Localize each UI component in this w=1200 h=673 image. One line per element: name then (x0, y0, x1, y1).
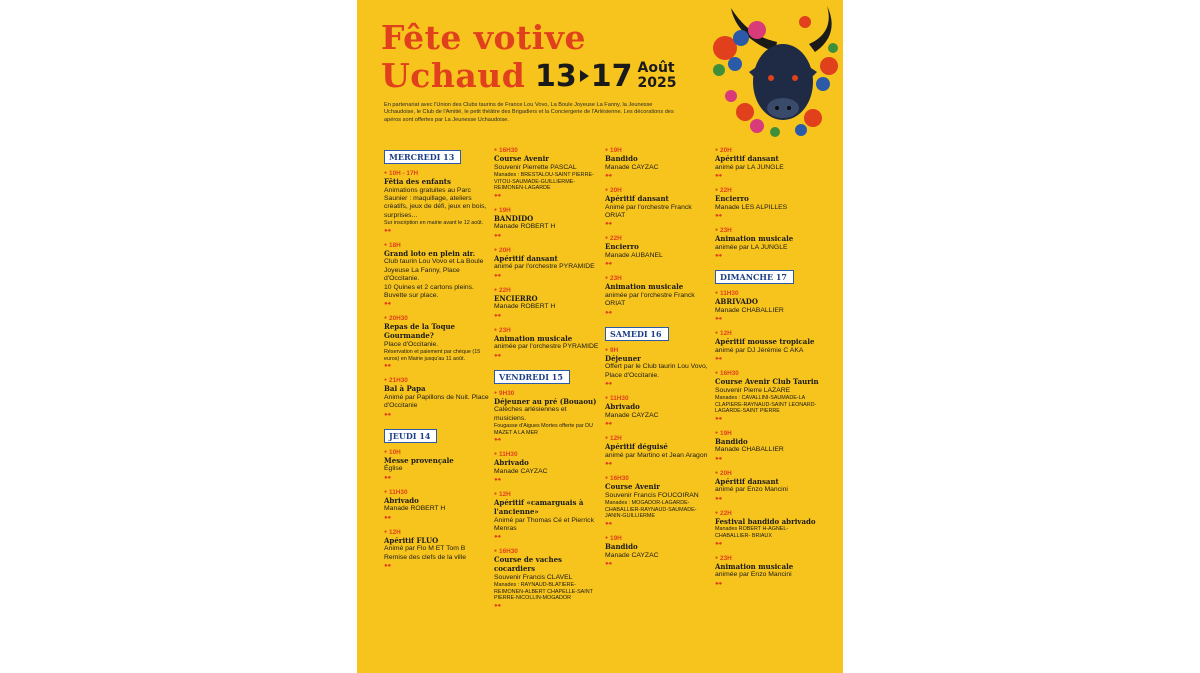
event-name: Encierro (605, 242, 639, 252)
event-description: Animé par Flo M ET Tom B Remise des clefs de la ville (384, 545, 466, 561)
partners-intro: En partenariat avec l'Union des Clubs taurins de France Lou Vovo, La Boule Joyeuse La Fanny, la Jeunesse Uchaudoise, le Club de l'Amitié, le petit théâtre des Brigadiers et la Conciergerie de l'Arlésienne. Les décorations des apéros sont offertes par La Jeunesse Uchaudoise. (384, 102, 674, 123)
event-time: ● 11H30 (715, 289, 821, 298)
event-name: Animation musicale (605, 282, 684, 292)
event-description: animée par l'orchestre Franck ORIAT (605, 292, 695, 308)
event-note: Manades : MOGADOR-LAGARDE-CHABALLIER-RAYNAUD-SAUMADE-JANIN-GUILLIERME (605, 500, 697, 520)
event-time: ● 16H30 (494, 547, 600, 556)
schedule-event (384, 169, 490, 236)
event-name: Animation musicale (494, 333, 573, 343)
event-divider: ●-● (384, 227, 391, 234)
event-divider: ●-● (605, 561, 612, 567)
schedule-event (384, 241, 490, 310)
event-divider: ●-● (605, 421, 612, 428)
event-time: ● 18H (384, 241, 490, 250)
schedule-column-3 (605, 146, 711, 574)
event-time: ● 12H (605, 434, 711, 443)
event-description: Manade CAYZAC (494, 467, 548, 475)
schedule-column-1 (384, 146, 490, 576)
schedule-column-4 (715, 146, 821, 594)
event-divider: ●-● (384, 474, 391, 481)
schedule-event (605, 394, 711, 429)
schedule-event (715, 289, 821, 324)
schedule-event (605, 434, 711, 469)
schedule-event (715, 429, 821, 464)
schedule-event (605, 186, 711, 229)
event-time: ● 9H30 (494, 389, 600, 398)
year: 2025 (637, 75, 677, 91)
event-description: Calèches arlésiennes et musiciens. (494, 406, 567, 422)
event-name: Bandido (605, 154, 638, 163)
schedule-event (384, 528, 490, 571)
event-time: ● 10H (384, 448, 490, 457)
event-time: ● 21H30 (384, 376, 490, 385)
event-divider: ●-● (494, 602, 501, 609)
event-time: ● 20H (494, 246, 600, 255)
event-name: Festival bandido abrivado (715, 516, 816, 526)
event-name: Repas de la Toque Gourmande? (384, 322, 456, 341)
event-time: ● 11H30 (605, 394, 711, 403)
event-time: ● 11H30 (494, 450, 600, 459)
event-time: ● 19H (605, 534, 711, 543)
event-time: ● 12H (715, 329, 821, 338)
event-divider: ●-● (605, 461, 612, 468)
event-description: Souvenir Pierre LAZARE (715, 386, 791, 394)
event-name: Animation musicale (715, 234, 794, 243)
event-time: ● 23H (494, 326, 600, 335)
event-description: Manade CHABALLIER (715, 446, 784, 454)
schedule-event (494, 326, 600, 361)
event-name: Bal à Papa (384, 384, 426, 394)
month-year (638, 61, 677, 91)
event-description: Église (384, 465, 403, 473)
event-name: Encierro (715, 194, 749, 203)
event-time: ● 20H (715, 469, 821, 478)
schedule-event (605, 146, 711, 181)
event-divider: ●-● (605, 261, 612, 268)
event-description: Club taurin Lou Vovo et La Boule Joyeuse La Fanny, Place d'Occitanie. 10 Quines et 2 cartons pleins. Buvette sur place. (384, 258, 484, 300)
event-divider: ●-● (715, 415, 722, 422)
festival-poster (357, 0, 843, 673)
event-divider: ●-● (715, 213, 722, 219)
event-divider: ●-● (494, 352, 501, 359)
event-time: ● 22H (715, 509, 821, 518)
schedule-event (715, 329, 821, 364)
schedule-event (384, 488, 490, 523)
event-description: Manade LES ALPILLES (715, 203, 788, 211)
schedule-event (494, 246, 600, 281)
day-header: DIMANCHE 17 (715, 270, 794, 284)
event-time: ● 23H (715, 226, 821, 235)
event-description: Animations gratuites au Parc Saunier : maquillage, ateliers créatifs, jeux de défi, jeux en bois, surprises... (384, 186, 487, 219)
event-description: animé par LA JUNGLE (715, 163, 784, 171)
event-divider: ●-● (715, 356, 722, 362)
event-description: animée par l'orchestre PYRAMIDE (494, 343, 599, 351)
event-divider: ●-● (605, 221, 612, 228)
event-divider: ●-● (494, 232, 501, 239)
event-divider: ●-● (494, 437, 501, 444)
schedule-event (715, 186, 821, 221)
event-name: Abrivado (605, 402, 640, 412)
schedule-event (384, 314, 490, 371)
event-divider: ●-● (494, 192, 501, 199)
schedule-event (494, 547, 600, 610)
event-description: Manade CAYZAC (605, 163, 659, 171)
event-description: Manade CHABALLIER (715, 306, 784, 314)
event-divider: ●-● (605, 521, 612, 527)
event-name: Course Avenir Club Taurin (715, 377, 819, 386)
event-description: animé par DJ Jérémie C AKA (715, 346, 804, 354)
event-description: animée par LA JUNGLE (715, 243, 788, 251)
event-description: animée par Enzo Mancini (715, 571, 792, 579)
event-description: Manade ROBERT H (494, 303, 556, 311)
event-divider: ●-● (494, 272, 501, 279)
event-description: animé par l'orchestre PYRAMIDE (494, 263, 595, 271)
event-name: Abrivado (384, 495, 419, 505)
event-time: ● 12H (494, 490, 600, 499)
event-divider: ●-● (605, 309, 612, 316)
event-name: Course de vaches cocardiers (494, 555, 562, 573)
event-description: Souvenir Francis CLAVEL (494, 573, 573, 581)
event-description: Manade CAYZAC (605, 551, 659, 559)
event-name: Apéritif dansant (715, 476, 779, 486)
event-name: Apéritif mousse tropicale (715, 337, 815, 346)
schedule-event (494, 146, 600, 201)
schedule-event (605, 274, 711, 317)
event-name: Apéritif «camarguais à l'ancienne» (494, 498, 584, 516)
event-name: Déjeuner (605, 353, 641, 363)
event-note: Manades : RAYNAUD-BLATIERE-REIMONEN-ALBERT CHAPELLE-SAINT PIERRE-NICOLLIN-MOGADOR (494, 581, 593, 602)
event-divider: ●-● (494, 534, 501, 541)
event-description: animé par Enzo Mancini (715, 486, 788, 494)
schedule-event (715, 369, 821, 424)
event-time: ● 16H30 (494, 146, 600, 155)
schedule-event (494, 286, 600, 321)
event-note: Réservation et paiement par chèque (15 euros) en Mairie jusqu'au 11 août. (384, 349, 481, 362)
poster-town: Uchaud (381, 56, 526, 95)
event-divider: ●-● (715, 495, 722, 502)
event-description: Souvenir Francis FOUCOIRAN (605, 491, 699, 499)
event-description: Place d'Occitanie. (384, 340, 439, 348)
schedule-event (605, 474, 711, 529)
arrow-right-icon (580, 70, 589, 82)
event-name: Course Avenir (494, 154, 549, 163)
event-description: Animé par Papillons de Nuit. Place d'Occitanie (384, 393, 489, 410)
date-start: 13 (535, 58, 577, 94)
schedule-event (715, 146, 821, 181)
date-end: 17 (590, 58, 633, 94)
event-description: animé par Martino et Jean Aragon (605, 451, 708, 459)
event-name: Bandido (605, 542, 638, 551)
event-time: ● 10H - 17H (384, 169, 490, 178)
event-description: Manade AUBANEL (605, 252, 663, 259)
date-range (535, 58, 676, 94)
event-name: Animation musicale (715, 561, 794, 571)
event-name: Abrivado (494, 458, 529, 468)
event-time: ● 20H (715, 146, 821, 155)
event-time: ● 23H (715, 554, 821, 563)
schedule-event (494, 450, 600, 485)
event-name: Apéritif déguisé (605, 442, 668, 452)
event-note: Manades : BRESTALOU-SAINT PIERRE-VITOU-SAUMADE-GUILLIERME-REIMONEN-LAGARDE (494, 172, 594, 192)
event-time: ● 16H30 (715, 369, 821, 378)
event-name: Apéritif dansant (605, 194, 669, 203)
schedule-column-2 (494, 146, 600, 616)
event-name: ABRIVADO (715, 297, 758, 306)
event-divider: ●-● (715, 173, 722, 179)
schedule-event (384, 448, 490, 483)
event-time: ● 9H (605, 346, 711, 355)
bull-flowers-illustration (705, 0, 843, 142)
event-divider: ●-● (494, 312, 501, 319)
event-divider: ●-● (605, 173, 612, 179)
event-divider: ●-● (715, 316, 722, 322)
event-divider: ●-● (715, 540, 722, 547)
schedule-event (605, 534, 711, 569)
event-name: Apéritif FLUO (384, 535, 439, 545)
event-divider: ●-● (384, 514, 391, 521)
event-time: ● 22H (494, 286, 600, 295)
event-divider: ●-● (384, 411, 391, 418)
schedule-event (715, 509, 821, 549)
event-time: ● 19H (494, 206, 600, 215)
event-time: ● 19H (715, 429, 821, 438)
event-time: ● 12H (384, 528, 490, 537)
schedule-event (715, 554, 821, 589)
event-time: ● 16H30 (605, 474, 711, 483)
event-time: ● 22H (715, 186, 821, 195)
day-header: VENDREDI 15 (494, 370, 570, 384)
event-name: Déjeuner au pré (Bouaou) (494, 396, 597, 406)
schedule-event (605, 346, 711, 389)
schedule-event (715, 226, 821, 261)
event-divider: ●-● (715, 253, 722, 259)
event-name: BANDIDO (494, 213, 534, 223)
event-description: Offert par le Club taurin Lou Vovo, Place d'Occitanie. (605, 363, 708, 379)
event-name: Messe provençale (384, 455, 454, 465)
event-note: Manades ROBERT H-AGNEL-CHABALLIER- BRIAUX (715, 526, 789, 539)
day-header: MERCREDI 13 (384, 150, 461, 164)
day-header: SAMEDI 16 (605, 327, 669, 341)
event-divider: ●-● (715, 455, 722, 462)
event-time: ● 11H30 (384, 488, 490, 497)
event-time: ● 22H (605, 234, 711, 243)
event-divider: ●-● (384, 363, 391, 370)
event-divider: ●-● (605, 381, 612, 388)
event-divider: ●-● (384, 301, 391, 308)
event-time: ● 20H30 (384, 314, 490, 323)
schedule-event (494, 490, 600, 542)
schedule-event (715, 469, 821, 504)
event-note: Manades : CAVALLINI-SAUMADE-LA CLAPIERE-RAYNAUD-SAINT LEONARD-LAGARDE-SAINT PIERRE (715, 395, 817, 415)
schedule-event (494, 389, 600, 446)
event-description: Manade ROBERT H (384, 505, 446, 513)
event-time: ● 23H (605, 274, 711, 283)
poster-title: Fête votive (381, 18, 586, 57)
event-description: Animé par l'orchestre Franck ORIAT (605, 203, 692, 219)
schedule-event (605, 234, 711, 269)
event-time: ● 20H (605, 186, 711, 195)
month: Août (637, 60, 675, 76)
event-description: Animé par Thomas Cé et Pierrick Menras (494, 516, 594, 532)
event-time: ● 19H (605, 146, 711, 155)
event-divider: ●-● (384, 563, 391, 570)
event-note: Fougasse d'Aigues Mortes offerte par DU MAZET A LA MER (494, 423, 593, 436)
event-name: Apéritif dansant (715, 154, 779, 163)
event-name: Grand loto en plein air. (384, 248, 476, 258)
schedule-event (494, 206, 600, 241)
event-description: Manade ROBERT H (494, 223, 556, 231)
event-name: Fêtia des enfants (384, 177, 451, 186)
event-name: ENCIERRO (494, 293, 538, 303)
event-note: Sur inscription en mairie avant le 12 août. (384, 220, 484, 227)
event-name: Bandido (715, 436, 748, 446)
event-name: Apéritif dansant (494, 253, 558, 263)
schedule-event (384, 376, 490, 419)
event-divider: ●-● (715, 580, 722, 587)
event-divider: ●-● (494, 477, 501, 484)
event-description: Manade CAYZAC (605, 411, 659, 419)
event-description: Souvenir Pierrette PASCAL (494, 163, 577, 171)
event-name: Course Avenir (605, 482, 660, 492)
day-header: JEUDI 14 (384, 429, 437, 443)
